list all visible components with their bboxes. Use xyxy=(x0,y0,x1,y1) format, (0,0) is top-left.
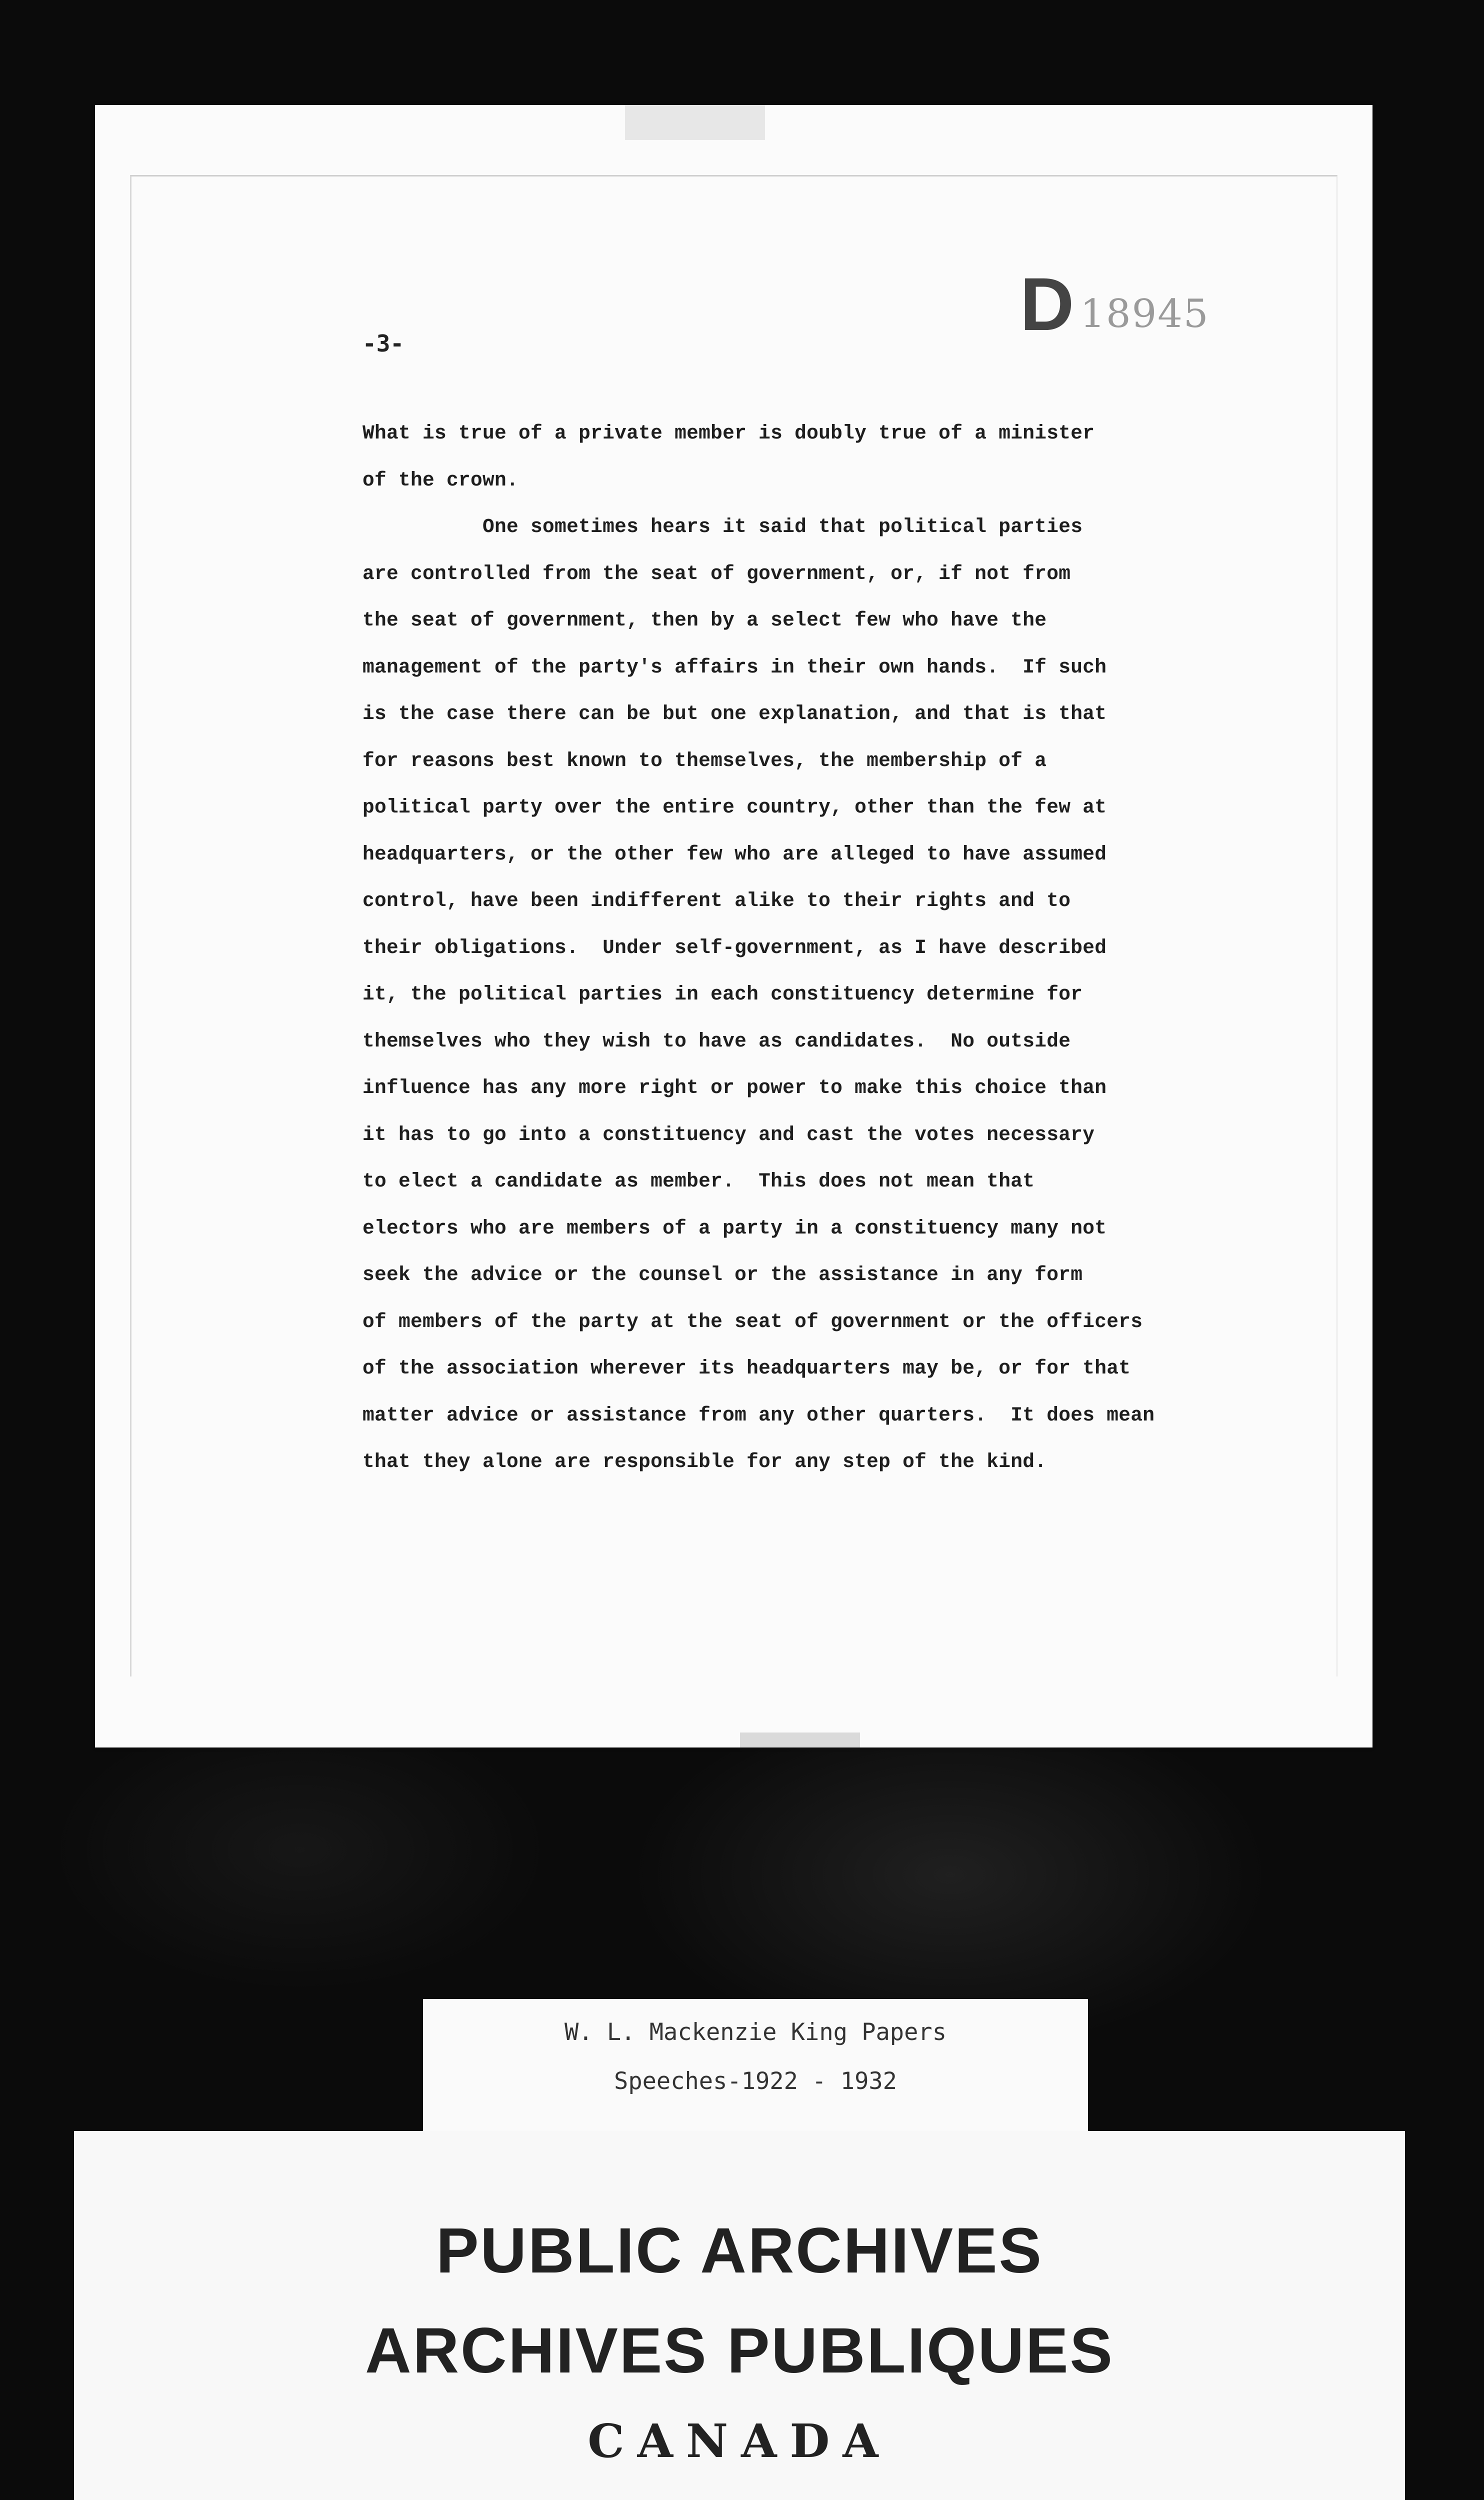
banner-country: CANADA xyxy=(588,2414,892,2468)
text-line: their obligations. Under self-government, as I have described xyxy=(362,936,1107,959)
text-line: of the crown. xyxy=(362,468,519,492)
text-line: it has to go into a constituency and cast the votes necessary xyxy=(362,1123,1095,1146)
text-line: electors who are members of a party in a constituency many not xyxy=(362,1216,1107,1240)
document-number-stamp xyxy=(1020,262,1210,348)
stamp-letter: D xyxy=(1020,262,1072,346)
collection-series: Speeches-1922 - 1932 xyxy=(614,2068,897,2095)
typed-text-body xyxy=(362,410,1332,1486)
page-number: -3- xyxy=(362,330,404,357)
text-line: management of the party's affairs in their own hands. If such xyxy=(362,656,1107,678)
archives-banner xyxy=(74,2131,1405,2500)
document-page xyxy=(95,105,1372,1748)
text-line: What is true of a private member is doubly true of a minister xyxy=(362,422,1095,444)
text-line: control, have been indifferent alike to their rights and to xyxy=(362,890,1071,912)
text-line: matter advice or assistance from any other quarters. It does mean xyxy=(362,1404,1155,1426)
text-line: of members of the party at the seat of government or the officers xyxy=(362,1310,1143,1333)
stamp-number: 18945 xyxy=(1080,292,1210,336)
text-line: the seat of government, then by a select few who have the xyxy=(362,609,1047,632)
text-line: One sometimes hears it said that political parties xyxy=(362,516,1083,538)
text-line: is the case there can be but one explanation, and that is that xyxy=(362,702,1107,725)
text-line: it, the political parties in each constituency determine for xyxy=(362,983,1083,1006)
text-line: themselves who they wish to have as candidates. No outside xyxy=(362,1030,1071,1052)
collection-name: W. L. Mackenzie King Papers xyxy=(564,2018,946,2046)
text-line: seek the advice or the counsel or the assistance in any form xyxy=(362,1264,1083,1286)
text-line: political party over the entire country, other than the few at xyxy=(362,796,1107,818)
tape-strip-top xyxy=(625,105,765,140)
text-line: are controlled from the seat of government, or, if not from xyxy=(362,562,1071,585)
text-line: for reasons best known to themselves, the membership of a xyxy=(362,749,1047,772)
text-line: influence has any more right or power to make this choice than xyxy=(362,1076,1107,1099)
banner-title-french: ARCHIVES PUBLIQUES xyxy=(365,2315,1114,2386)
text-line: that they alone are responsible for any step of the kind. xyxy=(362,1450,1047,1473)
banner-title-english: PUBLIC ARCHIVES xyxy=(436,2215,1043,2286)
text-line: to elect a candidate as member. This does not mean that xyxy=(362,1170,1035,1192)
tape-strip-bottom xyxy=(740,1732,860,1748)
text-line: headquarters, or the other few who are alleged to have assumed xyxy=(362,842,1107,866)
text-line: of the association wherever its headquarters may be, or for that xyxy=(362,1357,1131,1380)
